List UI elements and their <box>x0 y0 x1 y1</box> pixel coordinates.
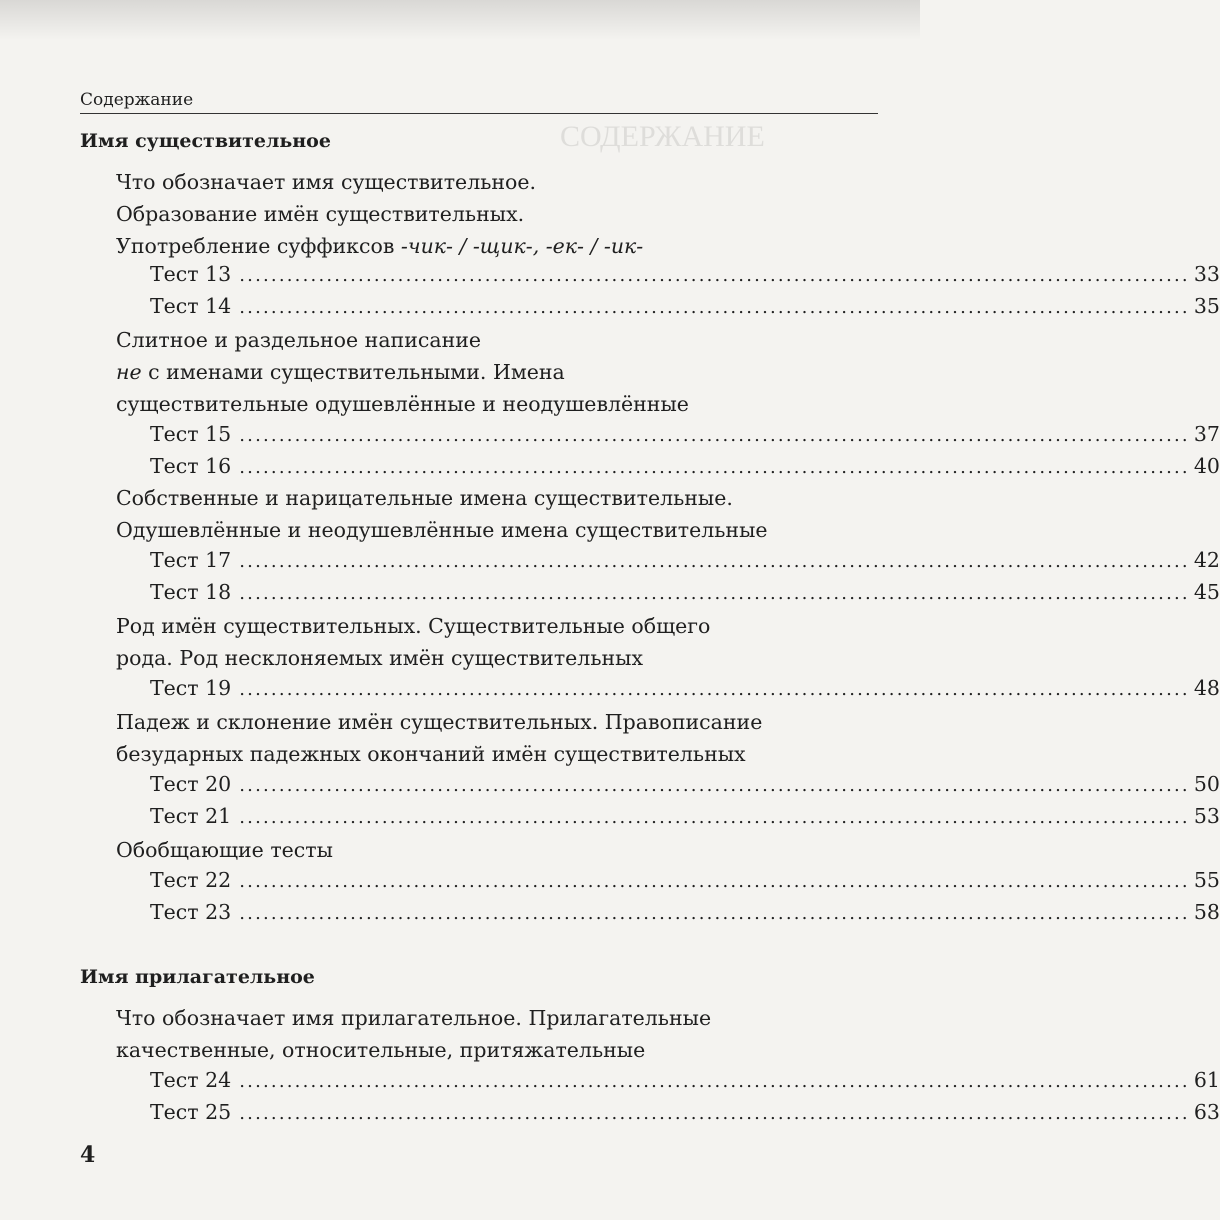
toc-entry[interactable] <box>150 422 1220 452</box>
topic-text: с именами существительными. Имена <box>141 360 565 384</box>
toc-entry[interactable] <box>150 676 1220 706</box>
dot-leader: ........................................................................................................................ <box>239 457 1190 478</box>
test-page-number: 50 <box>1193 772 1220 796</box>
toc-entry[interactable] <box>150 1100 1220 1130</box>
dot-leader: ........................................................................................................................ <box>239 265 1190 286</box>
toc-entry[interactable] <box>150 804 1220 834</box>
topic-text: Употребление суффиксов <box>116 234 401 258</box>
toc-entry[interactable] <box>150 262 1220 292</box>
topic-line-suffixes <box>116 234 643 258</box>
test-page-number: 33 <box>1193 262 1220 286</box>
page-number: 4 <box>80 1142 96 1168</box>
topic-line: Что обозначает имя прилагательное. Прилагательные <box>116 1006 712 1030</box>
toc-entry[interactable] <box>150 294 1220 324</box>
topic-line: Падеж и склонение имён существительных. Правописание <box>116 710 763 734</box>
test-label: Тест 22 <box>150 868 232 892</box>
topic-line: безударных падежных окончаний имён существительных <box>116 742 746 766</box>
suffix-examples: -чик- / -щик-, -ек- / -ик- <box>400 234 644 258</box>
test-label: Тест 20 <box>150 772 232 796</box>
section-title-adjective: Имя прилагательное <box>80 966 315 988</box>
test-label: Тест 21 <box>150 804 232 828</box>
test-page-number: 48 <box>1193 676 1220 700</box>
topic-line-ne <box>116 360 565 384</box>
test-label: Тест 18 <box>150 580 232 604</box>
toc-entry[interactable] <box>150 1068 1220 1098</box>
test-page-number: 53 <box>1193 804 1220 828</box>
topic-line: Образование имён существительных. <box>116 202 525 226</box>
running-head: Содержание <box>80 90 194 110</box>
dot-leader: ........................................................................................................................ <box>239 551 1190 572</box>
section-title-noun: Имя существительное <box>80 130 331 152</box>
dot-leader: ........................................................................................................................ <box>239 775 1190 796</box>
topic-line: Что обозначает имя существительное. <box>116 170 537 194</box>
test-label: Тест 16 <box>150 454 232 478</box>
toc-entry[interactable] <box>150 772 1220 802</box>
topic-line: существительные одушевлённые и неодушевлённые <box>116 392 689 416</box>
dot-leader: ........................................................................................................................ <box>239 583 1190 604</box>
test-page-number: 45 <box>1193 580 1220 604</box>
test-label: Тест 24 <box>150 1068 232 1092</box>
test-label: Тест 17 <box>150 548 232 572</box>
particle-ne: не <box>116 360 142 384</box>
topic-line: Одушевлённые и неодушевлённые имена существительные <box>116 518 768 542</box>
dot-leader: ........................................................................................................................ <box>239 807 1190 828</box>
topic-line: Слитное и раздельное написание <box>116 328 482 352</box>
header-rule <box>80 113 878 114</box>
toc-entry[interactable] <box>150 868 1220 898</box>
topic-line: Обобщающие тесты <box>116 838 333 862</box>
test-page-number: 37 <box>1193 422 1220 446</box>
toc-entry[interactable] <box>150 900 1220 930</box>
toc-entry[interactable] <box>150 454 1220 484</box>
dot-leader: ........................................................................................................................ <box>239 871 1190 892</box>
test-label: Тест 25 <box>150 1100 232 1124</box>
toc-entry[interactable] <box>150 580 1220 610</box>
test-label: Тест 19 <box>150 676 232 700</box>
show-through-text: СОДЕРЖАНИЕ <box>560 120 765 153</box>
dot-leader: ........................................................................................................................ <box>239 425 1190 446</box>
dot-leader: ........................................................................................................................ <box>239 1071 1190 1092</box>
test-label: Тест 14 <box>150 294 232 318</box>
test-page-number: 42 <box>1193 548 1220 572</box>
topic-line: Собственные и нарицательные имена существительные. <box>116 486 733 510</box>
test-label: Тест 13 <box>150 262 232 286</box>
test-label: Тест 23 <box>150 900 232 924</box>
test-page-number: 55 <box>1193 868 1220 892</box>
page-edge-shadow <box>0 0 920 40</box>
test-label: Тест 15 <box>150 422 232 446</box>
dot-leader: ........................................................................................................................ <box>239 297 1190 318</box>
dot-leader: ........................................................................................................................ <box>239 1103 1190 1124</box>
topic-line: качественные, относительные, притяжательные <box>116 1038 646 1062</box>
topic-line: Род имён существительных. Существительные общего <box>116 614 711 638</box>
test-page-number: 35 <box>1193 294 1220 318</box>
test-page-number: 58 <box>1193 900 1220 924</box>
topic-line: рода. Род несклоняемых имён существительных <box>116 646 644 670</box>
test-page-number: 61 <box>1193 1068 1220 1092</box>
toc-entry[interactable] <box>150 548 1220 578</box>
test-page-number: 63 <box>1193 1100 1220 1124</box>
dot-leader: ........................................................................................................................ <box>239 903 1190 924</box>
dot-leader: ........................................................................................................................ <box>239 679 1190 700</box>
test-page-number: 40 <box>1193 454 1220 478</box>
